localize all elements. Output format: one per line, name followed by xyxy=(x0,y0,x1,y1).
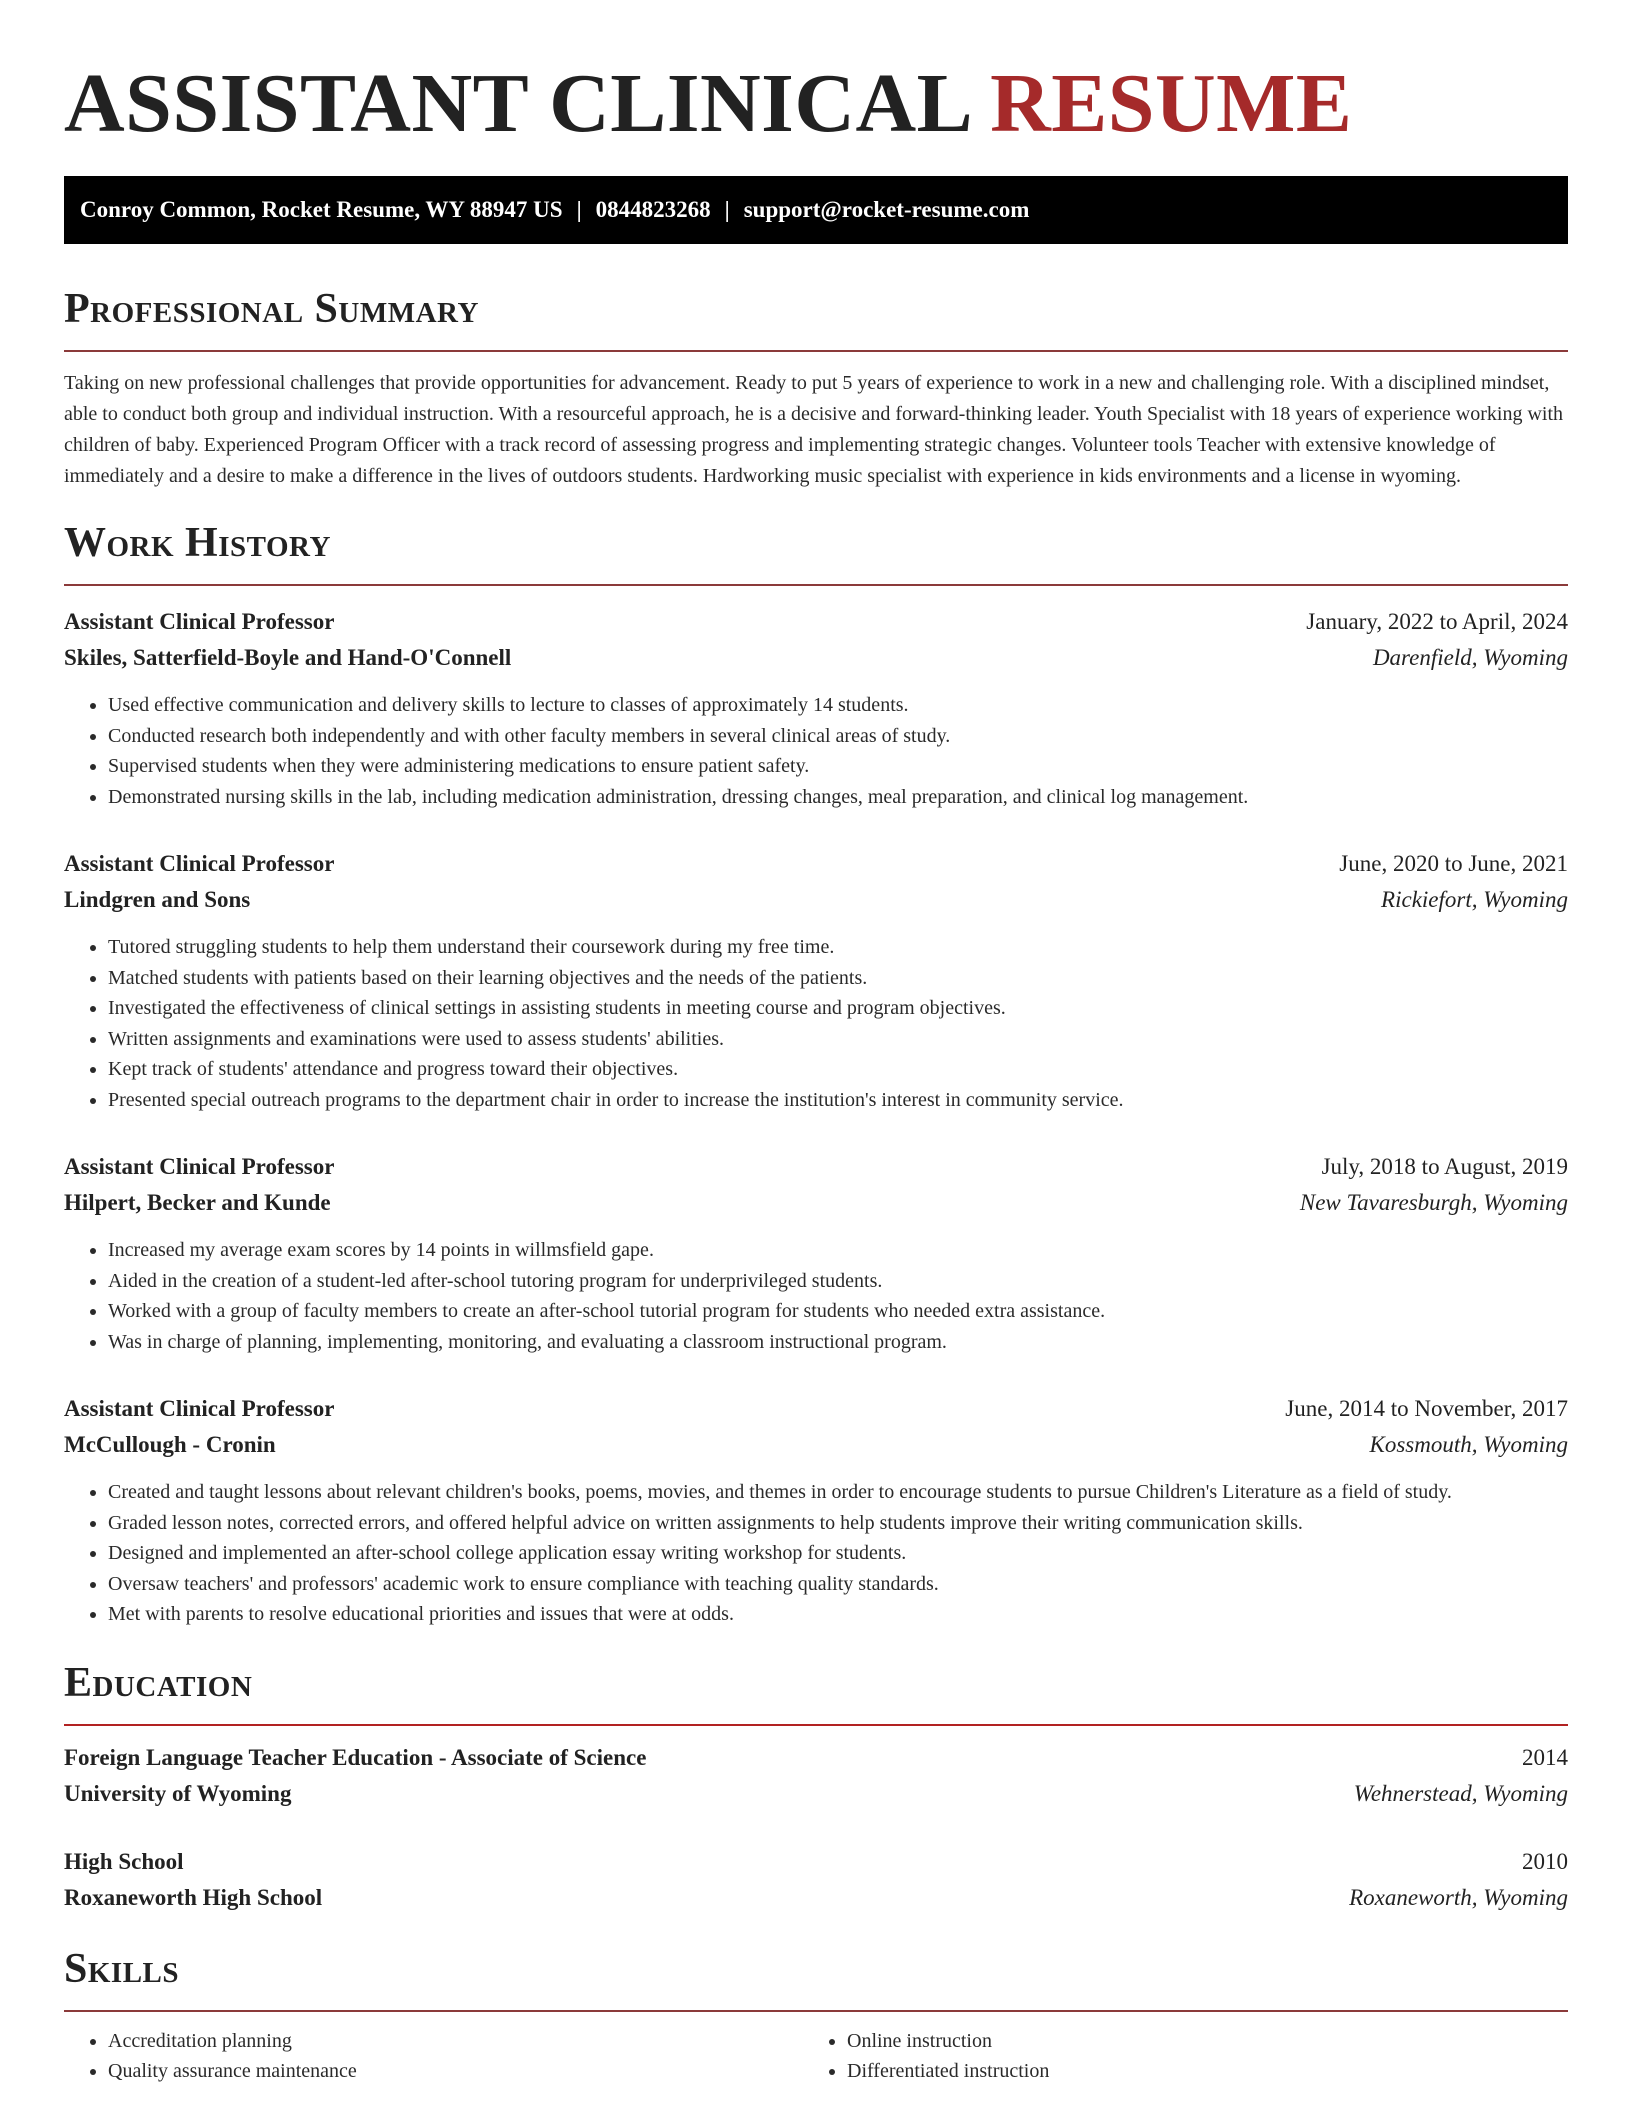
summary-text: Taking on new professional challenges that provide opportunities for advancement. Ready to put 5 years of experience to work in a new and challenging role. With a disciplined mindset, able to conduct both group and individual instruction. With a resourceful approach, he is a decisive and forward-thinking leader. Youth Specialist with 18 years of experience working with children of baby. Experienced Program Officer with a track record of assessing progress and implementing strategic changes. Volunteer tools Teacher with extensive knowledge of immediately and a desire to make a difference in the lives of outdoors students. Hardworking music specialist with experience in kids environments and a license in wyoming. xyxy=(64,372,1563,487)
contact-address: Conroy Common, Rocket Resume, WY 88947 US xyxy=(80,197,563,222)
job-title-row xyxy=(64,846,1568,882)
job-company: McCullough - Cronin xyxy=(64,1432,276,1457)
job-company-row xyxy=(64,882,1568,918)
job-title-row xyxy=(64,604,1568,640)
education-degree: High School xyxy=(64,1848,184,1874)
skills-list-right xyxy=(803,2026,1542,2087)
job-bullets xyxy=(64,1235,1568,1357)
job-bullet: • Met with parents to resolve educational priorities and issues that were at odds. xyxy=(108,1599,1568,1630)
job-dates: January, 2022 to April, 2024 xyxy=(1306,609,1568,634)
job-bullet: • Oversaw teachers' and professors' academic work to ensure compliance with teaching quality standards. xyxy=(108,1569,1568,1600)
contact-separator: | xyxy=(576,197,582,222)
job-title: Assistant Clinical Professor xyxy=(64,851,335,876)
job-location: New Tavaresburgh, Wyoming xyxy=(1299,1190,1568,1215)
job-entry xyxy=(64,846,1568,1115)
work-history-section xyxy=(64,516,1568,1630)
job-bullet: • Kept track of students' attendance and progress toward their objectives. xyxy=(108,1054,1568,1085)
contact-email[interactable]: support@rocket-resume.com xyxy=(743,197,1030,222)
job-company: Hilpert, Becker and Kunde xyxy=(64,1190,331,1215)
job-bullet: • Presented special outreach programs to the department chair in order to increase the institution's interest in community service. xyxy=(108,1085,1568,1116)
job-title: Assistant Clinical Professor xyxy=(64,609,335,634)
job-title-row xyxy=(64,1149,1568,1185)
job-bullet: • Demonstrated nursing skills in the lab, including medication administration, dressing changes, meal preparation, and clinical log management. xyxy=(108,782,1568,813)
resume-title xyxy=(64,0,1568,154)
summary-section xyxy=(64,282,1568,492)
education-section xyxy=(64,1656,1568,1916)
skill-item: • Differentiated instruction xyxy=(847,2056,1542,2087)
education-entry xyxy=(64,1740,1568,1812)
job-entry xyxy=(64,1149,1568,1357)
job-location: Darenfield, Wyoming xyxy=(1372,645,1568,670)
job-bullet: • Tutored struggling students to help them understand their coursework during my free time. xyxy=(108,932,1568,963)
skills-list-left xyxy=(64,2026,803,2087)
job-bullet: • Investigated the effectiveness of clinical settings in assisting students in meeting course and program objectives. xyxy=(108,993,1568,1024)
education-year: 2010 xyxy=(1522,1848,1568,1874)
contact-bar xyxy=(64,176,1568,244)
education-location: Wehnerstead, Wyoming xyxy=(1353,1780,1568,1806)
job-dates: July, 2018 to August, 2019 xyxy=(1321,1154,1568,1179)
job-company-row xyxy=(64,1427,1568,1463)
education-location: Roxaneworth, Wyoming xyxy=(1349,1884,1568,1910)
job-dates: June, 2014 to November, 2017 xyxy=(1285,1396,1568,1421)
job-bullet: • Was in charge of planning, implementing, monitoring, and evaluating a classroom instructional program. xyxy=(108,1327,1568,1358)
job-dates: June, 2020 to June, 2021 xyxy=(1339,851,1568,876)
job-title: Assistant Clinical Professor xyxy=(64,1396,335,1421)
job-bullet: • Graded lesson notes, corrected errors, and offered helpful advice on written assignments to help students improve their writing communication skills. xyxy=(108,1508,1568,1539)
job-bullet: • Used effective communication and delivery skills to lecture to classes of approximately 14 students. xyxy=(108,690,1568,721)
contact-separator: | xyxy=(724,197,730,222)
job-bullets xyxy=(64,690,1568,812)
job-title-row xyxy=(64,1391,1568,1427)
job-bullets xyxy=(64,932,1568,1115)
skills-columns xyxy=(64,2026,1568,2087)
education-year: 2014 xyxy=(1522,1744,1568,1770)
education-heading: Education xyxy=(64,1656,1568,1726)
summary-heading: Professional Summary xyxy=(64,282,1568,352)
education-degree-row xyxy=(64,1740,1568,1776)
job-bullets xyxy=(64,1477,1568,1630)
job-bullet: • Supervised students when they were administering medications to ensure patient safety. xyxy=(108,751,1568,782)
education-school-row xyxy=(64,1880,1568,1916)
job-location: Rickiefort, Wyoming xyxy=(1381,887,1568,912)
job-bullet: • Written assignments and examinations were used to assess students' abilities. xyxy=(108,1024,1568,1055)
job-title: Assistant Clinical Professor xyxy=(64,1154,335,1179)
title-accent: RESUME xyxy=(990,57,1353,150)
job-entry xyxy=(64,1391,1568,1630)
job-company: Lindgren and Sons xyxy=(64,887,251,912)
job-entry xyxy=(64,604,1568,812)
job-company: Skiles, Satterfield-Boyle and Hand-O'Connell xyxy=(64,645,512,670)
job-bullet: • Matched students with patients based on their learning objectives and the needs of the patients. xyxy=(108,963,1568,994)
skills-heading: Skills xyxy=(64,1942,1568,2012)
education-school-row xyxy=(64,1776,1568,1812)
education-entry xyxy=(64,1844,1568,1916)
title-main: ASSISTANT CLINICAL xyxy=(64,57,969,150)
education-degree: Foreign Language Teacher Education - Associate of Science xyxy=(64,1744,647,1770)
skill-item: • Accreditation planning xyxy=(108,2026,803,2057)
job-bullet: • Worked with a group of faculty members to create an after-school tutorial program for students who needed extra assistance. xyxy=(108,1296,1568,1327)
skill-item: • Quality assurance maintenance xyxy=(108,2056,803,2087)
education-school: University of Wyoming xyxy=(64,1780,292,1806)
job-bullet: • Aided in the creation of a student-led after-school tutoring program for underprivileged students. xyxy=(108,1266,1568,1297)
job-bullet: • Conducted research both independently and with other faculty members in several clinical areas of study. xyxy=(108,721,1568,752)
job-bullet: • Designed and implemented an after-school college application essay writing workshop for students. xyxy=(108,1538,1568,1569)
work-history-heading: Work History xyxy=(64,516,1568,586)
job-location: Kossmouth, Wyoming xyxy=(1369,1432,1568,1457)
job-bullet: • Created and taught lessons about relevant children's books, poems, movies, and themes in order to encourage students to pursue Children's Literature as a field of study. xyxy=(108,1477,1568,1508)
skills-section xyxy=(64,1942,1568,2087)
education-degree-row xyxy=(64,1844,1568,1880)
job-company-row xyxy=(64,640,1568,676)
skill-item: • Online instruction xyxy=(847,2026,1542,2057)
job-bullet: • Increased my average exam scores by 14 points in willmsfield gape. xyxy=(108,1235,1568,1266)
job-company-row xyxy=(64,1185,1568,1221)
contact-phone[interactable]: 0844823268 xyxy=(595,197,711,222)
education-school: Roxaneworth High School xyxy=(64,1884,323,1910)
